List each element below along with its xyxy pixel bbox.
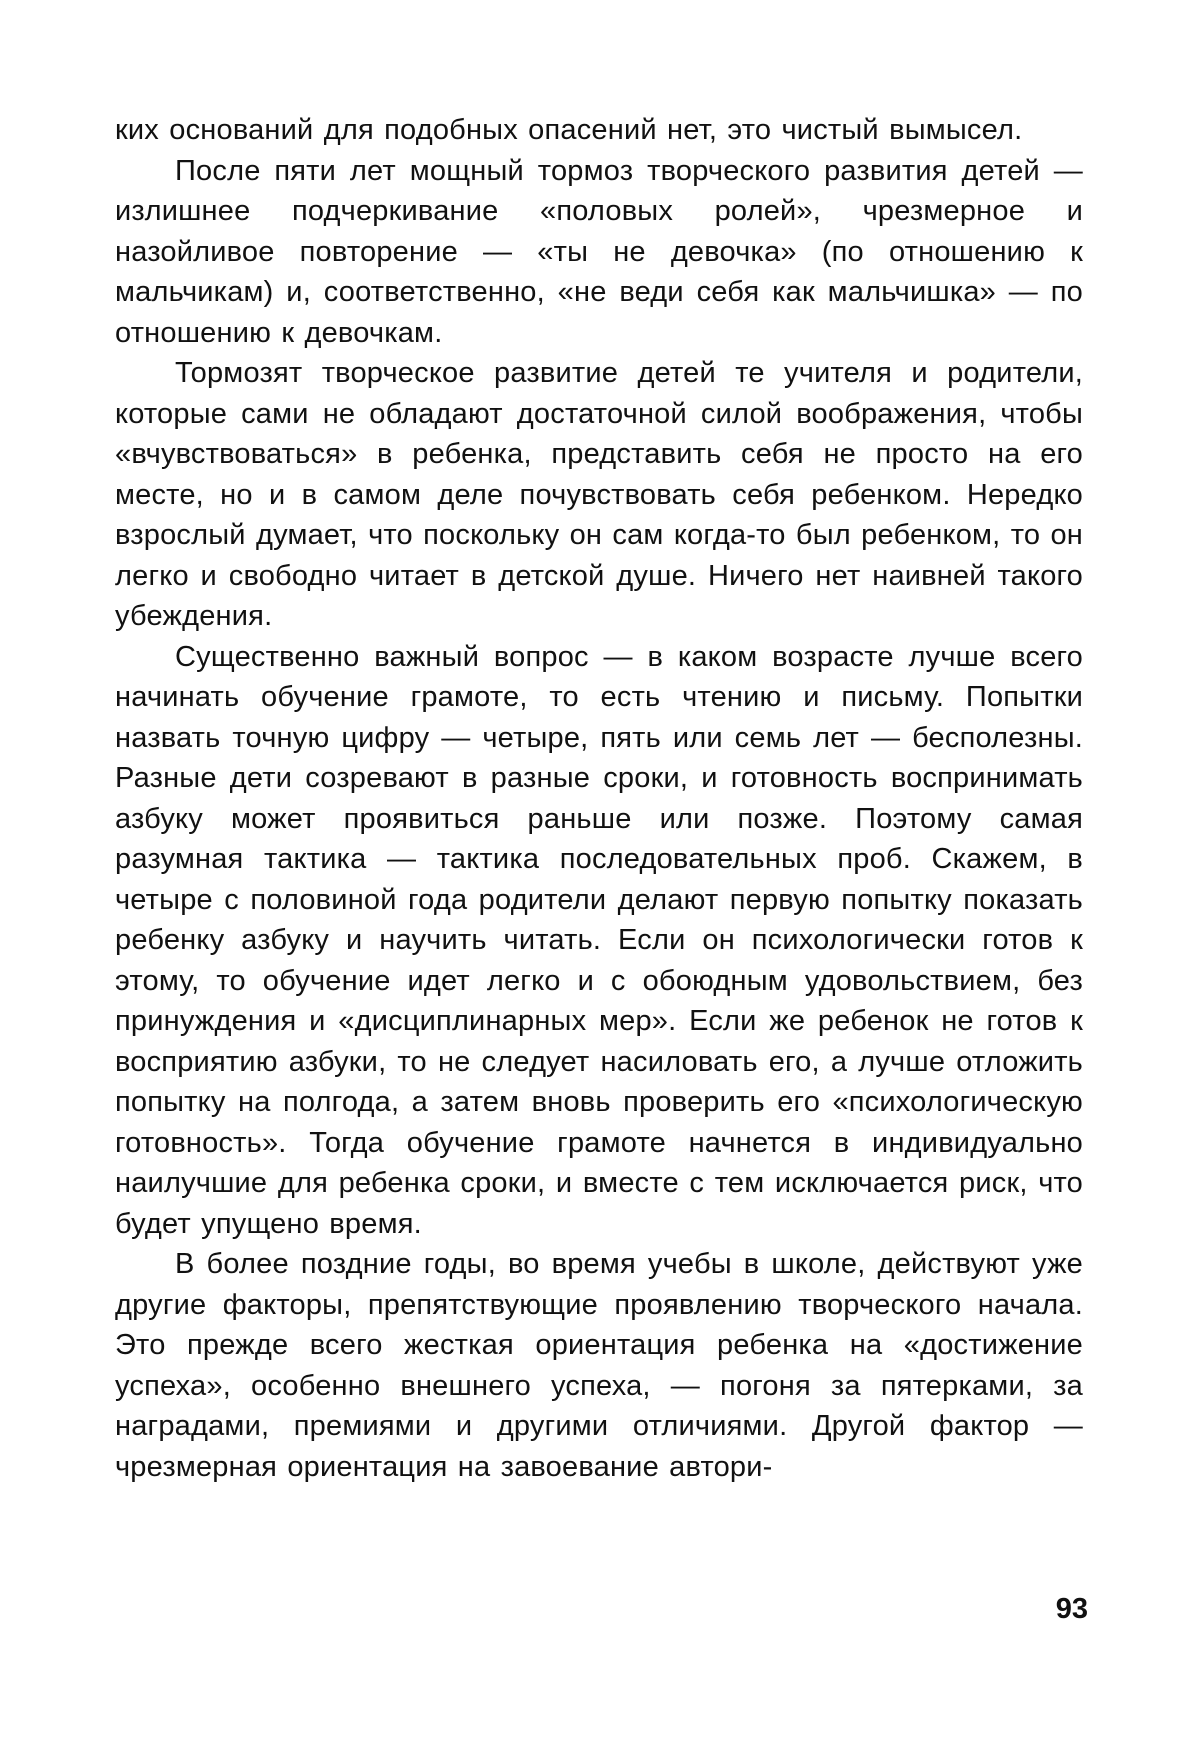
page-number: 93	[1055, 1593, 1088, 1625]
paragraph-literacy-age: Существенно важный вопрос — в каком возрасте лучше всего начинать обучение грамоте, то есть чтению и письму. Попытки назвать точную цифру — четыре, пять или семь лет — бесполезны. Разные дети созревают в разные сроки, и готовность воспринимать азбуку может проявиться раньше или позже. Поэтому самая разумная тактика — тактика последовательных проб. Скажем, в четыре с половиной года родители делают первую попытку показать ребенку азбуку и научить читать. Если он психологически готов к этому, то обучение идет легко и с обоюдным удовольствием, без принуждения и «дисциплинарных мер». Если же ребенок не готов к восприятию азбуки, то не следует насиловать его, а лучше отложить попытку на полгода, а затем вновь проверить его «психологическую готовность». Тогда обучение грамоте начнется в индивидуально наилучшие для ребенка сроки, и вместе с тем исключается риск, что будет упущено время.	[115, 640, 1083, 1240]
body-text	[115, 110, 1083, 1487]
paragraph-gender-roles: После пяти лет мощный тормоз творческого развития детей — излишнее подчеркивание «половых ролей», чрезмерное и назойливое повторение — «ты не девочка» (по отношению к мальчикам) и, соответственно, «не веди себя как мальчишка» — по отношению к девочкам.	[115, 154, 1083, 349]
paragraph-continuation: ких оснований для подобных опасений нет, это чистый вымысел.	[115, 114, 1023, 146]
paragraph-school-years: В более поздние годы, во время учебы в школе, действуют уже другие факторы, препятствующие проявлению творческого начала. Это прежде всего жесткая ориентация ребенка на «достижение успеха», особенно внешнего успеха, — погоня за пятерками, за наградами, премиями и другими отличиями. Другой фактор — чрезмерная ориентация на завоевание автори-	[115, 1248, 1083, 1483]
paragraph-teachers-parents: Тормозят творческое развитие детей те учителя и родители, которые сами не обладают достаточной силой воображения, чтобы «вчувствоваться» в ребенка, представить себя не просто на его месте, но и в самом деле почувствовать себя ребенком. Нередко взрослый думает, что поскольку он сам когда-то был ребенком, то он легко и свободно читает в детской душе. Ничего нет наивней такого убеждения.	[115, 357, 1083, 632]
